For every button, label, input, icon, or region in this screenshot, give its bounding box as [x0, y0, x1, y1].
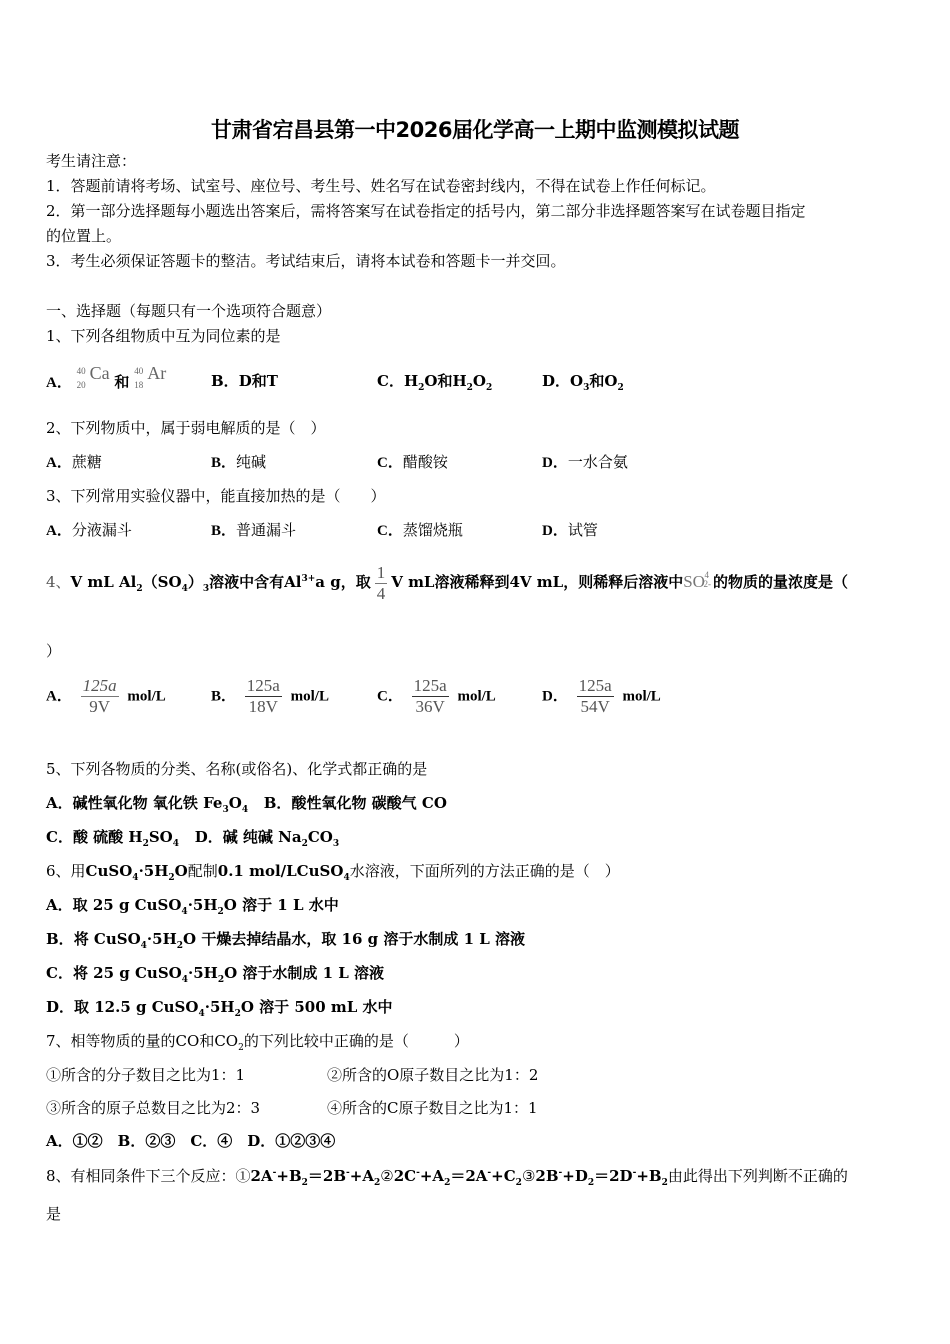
q7-statement-3: ③所含的原子总数目之比为2：3	[46, 1099, 261, 1117]
question-5-stem: 5、下列各物质的分类、名称(或俗名)、化学式都正确的是	[46, 760, 428, 778]
q6-option-a: A．取 25 g $CuSO_4\cdot 5H_2O$ 溶于 1 L 水中	[46, 896, 339, 917]
q3-option-d: D．试管	[542, 521, 598, 539]
page-title: 甘肃省宕昌县第一中2026届化学高一上期中监测模拟试题	[211, 118, 739, 142]
q2-option-d: D．一水合氨	[542, 453, 628, 471]
question-8-stem: 8、有相同条件下三个反应：$①2A^-+B_2=2B^-+A_2②2C^-+A_2=2A^-+C_2③2B^-+D_2=2D^-+B_2$由此得出下列判断不正确的	[46, 1167, 848, 1188]
isotope-ar: 40 18 Ar	[134, 363, 167, 390]
q7-statement-4: ④所含的C原子数目之比为1：1	[327, 1099, 538, 1117]
q4-option-d: D． $\frac{125a}{54V}$ mol/L	[542, 676, 661, 716]
notice-heading: 考生请注意：	[46, 152, 137, 170]
q3-option-b: B．普通漏斗	[211, 521, 297, 539]
q3-option-c: C．蒸馏烧瓶	[377, 521, 463, 539]
notice-item-2: 2．第一部分选择题每小题选出答案后，需将答案写在试卷指定的括号内，第二部分非选择题答案写在试卷题目指定	[46, 202, 806, 220]
question-8-stem-cont: 是	[46, 1205, 62, 1223]
q4-option-a: A． $\frac{125a}{9V}$ mol/L	[46, 676, 166, 716]
q7-statement-2: ②所含的O原子数目之比为1：2	[327, 1066, 539, 1084]
q7-statement-1: ①所含的分子数目之比为1：1	[46, 1066, 246, 1084]
q7-answer-options: A．①② B．②③ C．④ D．①②③④	[46, 1132, 336, 1150]
q2-option-a: A．蔗糖	[46, 453, 102, 471]
question-7-stem: 7、相等物质的量的CO和$CO_2$的下列比较中正确的是（ ）	[46, 1032, 469, 1053]
question-4-stem: 4、V mL $Al_2(SO_4)_3$溶液中含有$Al^{3+}a$ g，取 $\frac{1}{4}$ V mL溶液稀释到4V mL，则稀释后溶液中SO 2- 4 的物质的量浓度是（	[46, 562, 848, 603]
question-1-stem: 1、下列各组物质中互为同位素的是	[46, 327, 281, 345]
isotope-ca: 40 20 Ca	[76, 363, 110, 390]
section-heading: 一、选择题（每题只有一个选项符合题意）	[46, 302, 332, 320]
fraction-one-quarter: $\frac{1}{4}$	[376, 562, 386, 603]
q6-option-c: C．将 25 g $CuSO_4\cdot 5H_2O$ 溶于水制成 1 L 溶液	[46, 964, 385, 985]
notice-item-1: 1．答题前请将考场、试室号、座位号、考生号、姓名写在试卷密封线内，不得在试卷上作任何标记。	[46, 177, 716, 195]
question-6-stem: 6、用$CuSO_4\cdot 5H_2O$配制0.1 mol/LCuSO$_4$水溶液，下面所列的方法正确的是（ ）	[46, 862, 620, 883]
q4-option-b: B． $\frac{125a}{18V}$ mol/L	[211, 676, 329, 716]
q3-option-a: A．分液漏斗	[46, 521, 132, 539]
q6-option-d: D．取 12.5 g $CuSO_4\cdot 5H_2O$ 溶于 500 mL 水中	[46, 998, 393, 1019]
q6-option-b: B．将 $CuSO_4\cdot 5H_2O$ 干燥去掉结晶水，取 16 g 溶于水制成 1 L 溶液	[46, 930, 526, 951]
sulfate-ion: SO 2- 4	[683, 570, 711, 591]
q2-option-b: B．纯碱	[211, 453, 267, 471]
q1-option-b: B．D和T	[211, 372, 278, 390]
notice-item-2-cont: 的位置上。	[46, 227, 122, 245]
question-3-stem: 3、下列常用实验仪器中，能直接加热的是（ ）	[46, 487, 386, 505]
question-2-stem: 2、下列物质中，属于弱电解质的是（ ）	[46, 419, 326, 437]
q4-option-c: C． $\frac{125a}{36V}$ mol/L	[377, 676, 496, 716]
q5-options-ab: A．碱性氧化物 氧化铁 $Fe_3O_4$ B．酸性氧化物 碳酸气 CO	[46, 794, 447, 815]
q1-option-c: C．$H_2O$和$H_2O_2$	[377, 372, 493, 393]
notice-item-3: 3．考生必须保证答题卡的整洁。考试结束后，请将本试卷和答题卡一并交回。	[46, 252, 566, 270]
q1-option-d: D．$O_3$和$O_2$	[542, 372, 624, 393]
q2-option-c: C．醋酸铵	[377, 453, 448, 471]
q1-option-a: A． 40 20 Ca 和 40 18 Ar	[46, 363, 167, 391]
q5-options-cd: C．酸 硫酸 $H_2SO_4$ D．碱 纯碱 $Na_2CO_3$	[46, 828, 340, 849]
question-4-close-paren: ）	[46, 642, 62, 660]
